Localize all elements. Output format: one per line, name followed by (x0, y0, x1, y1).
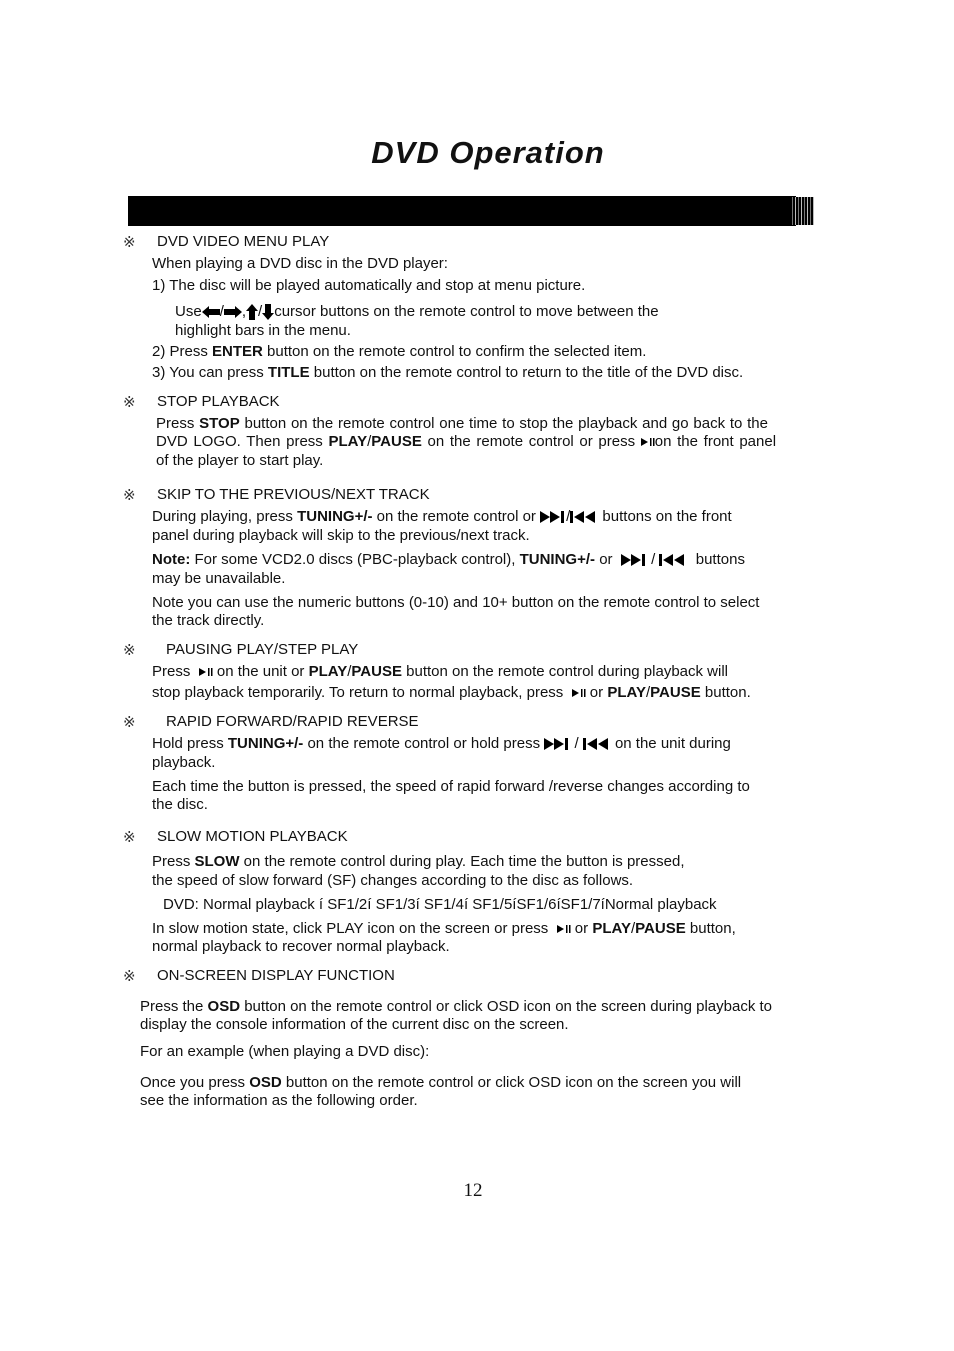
section-heading-skip: SKIP TO THE PREVIOUS/NEXT TRACK (157, 486, 430, 503)
section-heading-osd: ON-SCREEN DISPLAY FUNCTION (157, 967, 395, 984)
play-pause-icon (199, 667, 213, 677)
slow-line-4 (152, 920, 736, 938)
skip-numeric-line-2: the track directly. (152, 612, 265, 629)
text: button on the remote control one time to stop the playback and go back to the (239, 415, 768, 432)
section-mark: ※ (123, 487, 136, 504)
text: 2) Press (152, 343, 213, 360)
play-keyword: PLAY (592, 920, 631, 937)
text: Press (152, 853, 195, 870)
text: / (651, 551, 656, 568)
osd-para-1-line-2: display the console information of the current disc on the screen. (140, 1016, 569, 1033)
text: or (595, 551, 617, 568)
slow-keyword: SLOW (194, 853, 240, 870)
text: on the unit during (610, 735, 731, 752)
section-mark: ※ (123, 234, 136, 251)
text: button on the remote control to return to the title of the DVD disc. (309, 364, 744, 381)
rapid-line-4: the disc. (152, 796, 208, 813)
section-mark: ※ (123, 642, 136, 659)
note-keyword: Note: (152, 551, 191, 568)
video-menu-step-1c: highlight bars in the menu. (175, 322, 351, 339)
skip-note-line-2: may be unavailable. (152, 570, 286, 587)
text: stop playback temporarily. To return to normal playback, press (152, 684, 568, 701)
video-menu-step-3 (152, 364, 743, 382)
text: button on the remote control or click OSD icon on the screen during playback to (240, 998, 772, 1015)
tuning-keyword: TUNING+/- (227, 735, 304, 752)
tuning-keyword: TUNING+/- (519, 551, 596, 568)
enter-keyword: ENTER (212, 343, 263, 360)
rapid-line-2: playback. (152, 754, 216, 771)
text: button on the remote control to confirm the selected item. (262, 343, 647, 360)
prev-track-icon (659, 554, 687, 566)
pause-keyword: PAUSE (635, 920, 686, 937)
stop-line-2 (156, 433, 776, 451)
text: During playing, press (152, 508, 298, 525)
osd-para-3 (140, 1074, 741, 1092)
text: buttons (691, 551, 745, 568)
rapid-line-1 (152, 735, 731, 753)
text: Hold press (152, 735, 228, 752)
section-mark: ※ (123, 829, 136, 846)
down-arrow-icon (262, 304, 274, 320)
prev-track-icon (583, 738, 611, 750)
slow-line-1 (152, 853, 684, 871)
text: / (630, 920, 636, 937)
pause-line-1 (152, 663, 728, 681)
text: button on the remote control or click OSD icon on the screen you will (281, 1074, 742, 1091)
text: on the remote control during play. Each time the button is pressed, (239, 853, 685, 870)
left-arrow-icon (202, 306, 220, 318)
rapid-line-3: Each time the button is pressed, the speed of rapid forward /reverse changes according to (152, 778, 750, 795)
prev-track-icon (570, 511, 598, 523)
text: Press the (140, 998, 208, 1015)
page-number: 12 (463, 1180, 483, 1201)
video-menu-step-2 (152, 343, 646, 361)
slow-line-2: the speed of slow forward (SF) changes according to the disc as follows. (152, 872, 634, 889)
text: / (367, 433, 372, 450)
osd-para-3-line-2: see the information as the following order. (140, 1092, 418, 1109)
text: DVD LOGO. Then press (156, 433, 329, 450)
text: on the remote control or hold press (303, 735, 545, 752)
right-arrow-icon (224, 306, 242, 318)
osd-keyword: OSD (207, 998, 241, 1015)
pause-keyword: PAUSE (371, 433, 422, 450)
section-mark: ※ (123, 714, 136, 731)
pause-keyword: PAUSE (351, 663, 402, 680)
stop-keyword: STOP (199, 415, 240, 432)
osd-para-2: For an example (when playing a DVD disc): (140, 1043, 430, 1060)
section-mark: ※ (123, 968, 136, 985)
section-heading-stop: STOP PLAYBACK (157, 393, 280, 410)
text: / (574, 735, 579, 752)
tuning-keyword: TUNING+/- (297, 508, 373, 525)
text: Use (175, 303, 202, 320)
text: / (258, 303, 263, 320)
osd-para-1 (140, 998, 772, 1016)
slow-line-5: normal playback to recover normal playback. (152, 938, 450, 955)
text: on the front panel (654, 433, 777, 450)
video-menu-step-1: 1) The disc will be played automatically and stop at menu picture. (152, 277, 586, 294)
video-menu-step-1b (175, 303, 659, 321)
slow-sequence: DVD: Normal playback í SF1/2í SF1/3í SF1/4í SF1/5íSF1/6íSF1/7íNormal playback (163, 896, 717, 913)
video-menu-intro: When playing a DVD disc in the DVD player: (152, 255, 448, 272)
title-keyword: TITLE (267, 364, 310, 381)
next-track-icon (621, 554, 647, 566)
section-heading-pause: PAUSING PLAY/STEP PLAY (166, 641, 359, 658)
play-pause-icon (557, 924, 571, 934)
text: , (241, 303, 247, 320)
text: button. (700, 684, 751, 701)
section-heading-rapid: RAPID FORWARD/RAPID REVERSE (166, 713, 419, 730)
text: on the remote control or (372, 508, 541, 525)
play-pause-icon (641, 437, 655, 447)
text: or (570, 920, 593, 937)
skip-line-1 (152, 508, 732, 526)
page-title: DVD Operation (371, 135, 605, 170)
skip-line-2: panel during playback will skip to the previous/next track. (152, 527, 530, 544)
next-track-icon (544, 738, 570, 750)
play-keyword: PLAY (607, 684, 646, 701)
text: on the unit or (212, 663, 309, 680)
stop-line-3: of the player to start play. (156, 452, 324, 469)
play-pause-icon (572, 688, 586, 698)
up-arrow-icon (246, 304, 258, 320)
osd-keyword: OSD (249, 1074, 282, 1091)
header-bar (128, 196, 796, 226)
pause-keyword: PAUSE (650, 684, 701, 701)
section-heading-video-menu: DVD VIDEO MENU PLAY (157, 233, 330, 250)
text: on the remote control or press (421, 433, 641, 450)
text: Press (152, 663, 195, 680)
next-track-icon (540, 511, 566, 523)
text: / (347, 663, 352, 680)
text: / (219, 303, 224, 320)
skip-note (152, 551, 745, 569)
text: or (585, 684, 608, 701)
play-keyword: PLAY (328, 433, 368, 450)
stop-line-1 (156, 415, 768, 433)
section-heading-slow: SLOW MOTION PLAYBACK (157, 828, 348, 845)
text: 3) You can press (152, 364, 268, 381)
text: button, (685, 920, 736, 937)
text: / (645, 684, 651, 701)
section-mark: ※ (123, 394, 136, 411)
text: In slow motion state, click PLAY icon on the screen or press (152, 920, 553, 937)
text: buttons on the front (598, 508, 732, 525)
header-bar-edge (790, 197, 814, 225)
text: cursor buttons on the remote control to move between the (274, 303, 659, 320)
text: Press (156, 415, 200, 432)
text: For some VCD2.0 discs (PBC-playback control), (190, 551, 520, 568)
play-keyword: PLAY (308, 663, 348, 680)
text: button on the remote control during playback will (401, 663, 728, 680)
skip-numeric-line-1: Note you can use the numeric buttons (0-10) and 10+ button on the remote control to select (152, 594, 760, 611)
text: / (566, 508, 571, 525)
pause-line-2 (152, 684, 751, 702)
text: Once you press (140, 1074, 250, 1091)
